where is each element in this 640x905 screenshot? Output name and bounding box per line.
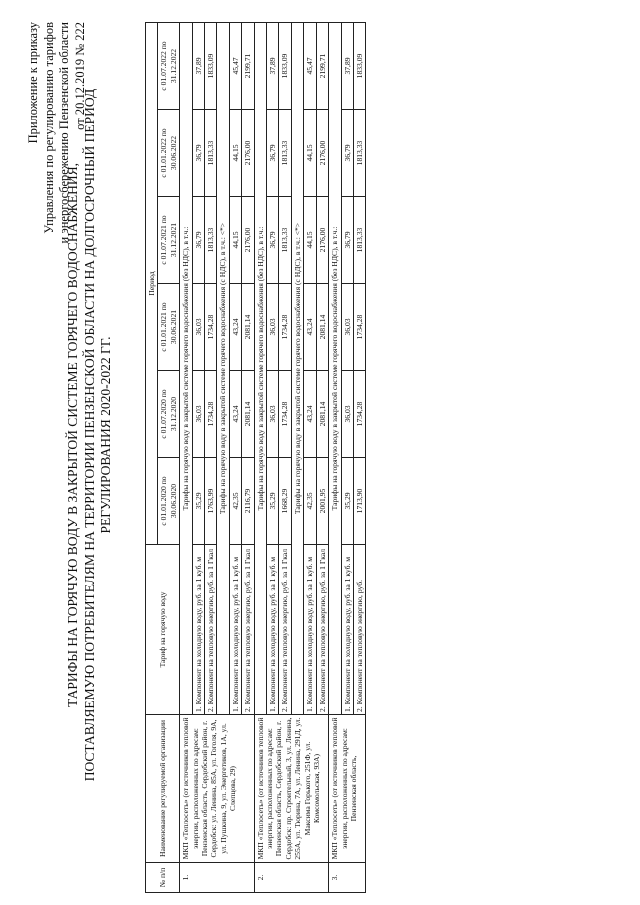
tariff-label: 2. Компонент на тепловую энергию, руб. за 1 Гкал [205,545,217,715]
header-period-3: с 01.01.2021 по 30.06.2021 [158,284,180,371]
tariff-value: 1763,99 [205,458,217,545]
tariff-value: 2176,00 [316,197,328,284]
header-period: Период [146,22,158,544]
tariff-label: 1. Компонент на холодную воду, руб. за 1 куб. м [304,545,316,715]
tariff-value: 36,79 [341,110,353,197]
tariff-value: 1734,28 [279,371,291,458]
tariff-value: 36,79 [341,197,353,284]
tariff-value: 2176,00 [242,110,254,197]
tariff-value: 42,35 [229,458,241,545]
header-period-5: с 01.01.2022 по 30.06.2022 [158,110,180,197]
tariff-value: 43,24 [304,284,316,371]
tariff-value: 36,03 [267,371,279,458]
tariff-value: 35,29 [341,458,353,545]
tariff-value: 37,89 [341,22,353,109]
section-heading: Тарифы на горячую воду в закрытой системе горячего водоснабжения (без НДС), в т.ч.: [329,22,341,714]
tariff-value: 1813,33 [279,197,291,284]
section-heading: Тарифы на горячую воду в закрытой системе горячего водоснабжения (с НДС), в т.ч.: <*> [217,22,229,714]
tariff-value: 1833,09 [353,22,365,109]
section-heading: Тарифы на горячую воду в закрытой системе горячего водоснабжения (с НДС), в т.ч.: <*> [291,22,303,714]
section-heading-row [180,22,192,892]
tariff-value: 35,29 [267,458,279,545]
tariff-value: 2081,14 [316,371,328,458]
tariff-value: 36,03 [192,371,204,458]
tariff-value: 1734,28 [353,371,365,458]
header-period-1: с 01.01.2020 по 30.06.2020 [158,458,180,545]
tariff-value: 2001,95 [316,458,328,545]
row-number: 1. [180,863,254,893]
tariff-value: 36,03 [267,284,279,371]
tariff-value: 1734,28 [353,284,365,371]
title-line: ТАРИФЫ НА ГОРЯЧУЮ ВОДУ В ЗАКРЫТОЙ СИСТЕМЕ ГОРЯЧЕГО ВОДОСНАБЖЕНИЯ, [65,163,80,707]
title-line: ПОСТАВЛЯЕМУЮ ПОТРЕБИТЕЛЯМ НА ТЕРРИТОРИИ ПЕНЗЕНСКОЙ ОБЛАСТИ НА ДОЛГОСРОЧНЫЙ ПЕРИОД [81,88,97,782]
tariff-value: 1734,28 [279,284,291,371]
tariff-value: 1833,09 [205,22,217,109]
header-period-6: с 01.07.2022 по 31.12.2022 [158,22,180,109]
header-tariff: Тариф на горячую воду [146,545,180,715]
tariff-value: 1833,09 [279,22,291,109]
tariff-value: 36,79 [192,197,204,284]
tariff-value: 37,89 [267,22,279,109]
tariff-label: 2. Компонент на тепловую энергию, руб. за 1 Гкал [242,545,254,715]
tariff-value: 2081,14 [242,371,254,458]
appendix-line: Приложение к приказу [26,22,40,144]
tariff-value: 2176,00 [242,197,254,284]
tariff-value: 1813,33 [205,197,217,284]
row-number: 3. [329,863,366,893]
tariff-value: 45,47 [229,22,241,109]
section-heading-row [329,22,341,892]
tariff-value: 35,29 [192,458,204,545]
organization-cell: МКП «Теплосеть» (от источников тепловой энергии, расположенных по адресам: Пензенская область, [329,715,366,863]
tariff-value: 2081,14 [316,284,328,371]
tariff-value: 43,24 [229,284,241,371]
header-num: № п/п [146,863,180,893]
row-number: 2. [254,863,328,893]
tariff-value: 43,24 [229,371,241,458]
section-heading: Тарифы на горячую воду в закрытой системе горячего водоснабжения (без НДС), в т.ч.: [180,22,192,714]
tariff-value: 1813,33 [205,110,217,197]
appendix-line: от 20.12.2019 № 222 [72,22,87,130]
tariff-value: 1668,29 [279,458,291,545]
tariff-label: 1. Компонент на холодную воду, руб. за 1 куб. м [192,545,204,715]
tariff-value: 1813,33 [353,110,365,197]
tariff-value: 44,15 [229,110,241,197]
tariff-value: 1713,90 [353,458,365,545]
header-period-4: с 01.07.2021 по 31.12.2021 [158,197,180,284]
tariff-value: 36,03 [341,371,353,458]
tariff-value: 36,03 [341,284,353,371]
section-heading: Тарифы на горячую воду в закрытой системе горячего водоснабжения (без НДС), в т.ч.: [254,22,266,714]
tariff-value: 43,24 [304,371,316,458]
tariff-value: 42,35 [304,458,316,545]
tariff-value: 44,15 [304,197,316,284]
organization-cell: МКП «Теплосеть» (от источников тепловой энергии, расположенных по адресам: Пензенская область, Сердобский район, г. Сердобск: ул. Ленина, 85А, ул. Гоголя, 9А, ул. Пушкина, 9, ул. Энергетиков, 1А, ул. Слепцова, 29) [180,715,254,863]
tariff-value: 37,89 [192,22,204,109]
tariff-value: 2081,14 [242,284,254,371]
header-period-2: с 01.07.2020 по 31.12.2020 [158,371,180,458]
tariff-label: 1. Компонент на холодную воду, руб. за 1 куб. м [267,545,279,715]
document-title [65,25,115,845]
header-organization: Наименование регулируемой организации [146,715,180,863]
tariff-value: 2199,71 [316,22,328,109]
tariff-value: 2199,71 [242,22,254,109]
tariff-value: 1734,28 [205,284,217,371]
tariff-label: 2. Компонент на тепловую энергию, руб. [353,545,365,715]
tariff-value: 1734,28 [205,371,217,458]
appendix-line: Управления по регулированию тарифов [41,22,56,234]
tariff-value: 2176,00 [316,110,328,197]
tariff-label: 2. Компонент на тепловую энергию, руб. за 1 Гкал [316,545,328,715]
tariff-value: 45,47 [304,22,316,109]
organization-cell: МКП «Теплосеть» (от источников тепловой энергии, расположенных по адресам: Пензенская область, Сердобский район, г. Сердобск: пр. Строительный, 3, ул. Ленина, 255А, ул. Тюрина, 7А, ул. Ленина, 291Д, ул. Максима Горького, 251Ф, ул. Комсомольская, 93А) [254,715,328,863]
tariff-value: 36,03 [192,284,204,371]
title-line: РЕГУЛИРОВАНИЯ 2020-2022 ГГ. [98,336,113,534]
tariff-table [145,22,366,893]
tariff-label: 2. Компонент на тепловую энергию, руб. за 1 Гкал [279,545,291,715]
tariff-value: 36,79 [192,110,204,197]
tariff-value: 44,15 [304,110,316,197]
tariff-value: 1813,33 [279,110,291,197]
tariff-value: 1813,33 [353,197,365,284]
tariff-label: 1. Компонент на холодную воду, руб. за 1 куб. м [229,545,241,715]
tariff-value: 36,79 [267,110,279,197]
tariff-value: 36,79 [267,197,279,284]
tariff-value: 44,15 [229,197,241,284]
appendix-line: и энергосбережению Пензенской области [57,22,71,244]
tariff-label: 1. Компонент на холодную воду, руб. за 1 куб. м [341,545,353,715]
tariff-value: 2116,79 [242,458,254,545]
section-heading-row [254,22,266,892]
